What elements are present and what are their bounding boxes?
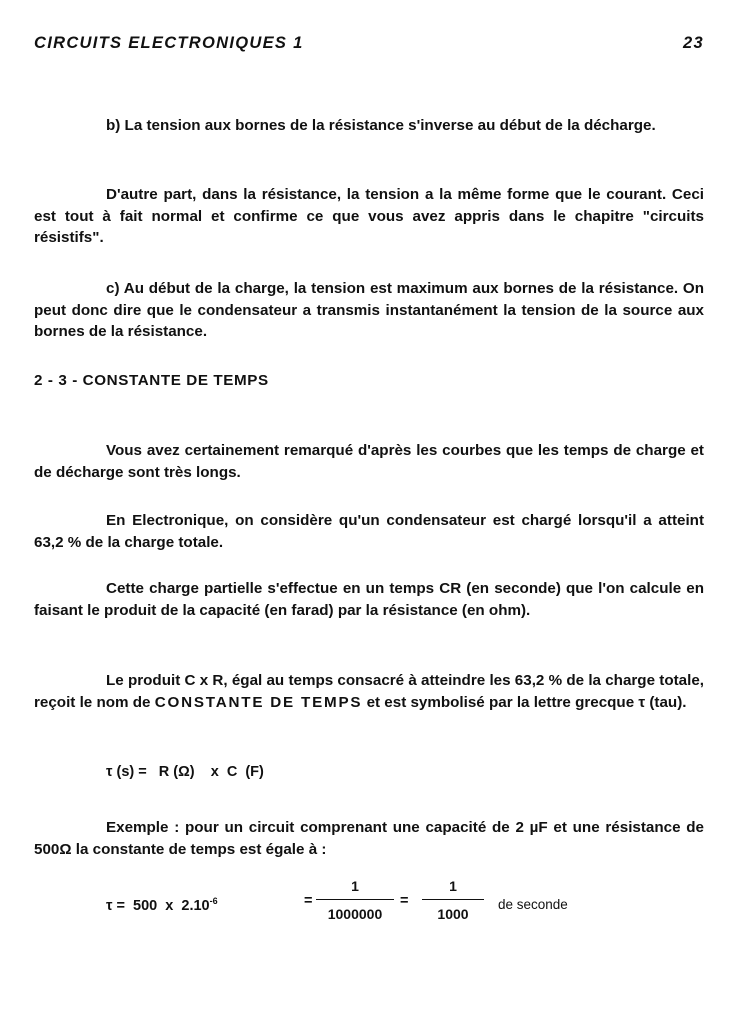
fraction-2-denominator: 1000 — [437, 906, 469, 923]
fraction-bar — [422, 899, 484, 900]
fraction-2-numerator: 1 — [449, 878, 457, 894]
page-header — [34, 33, 704, 55]
paragraph-exemple: Exemple : pour un circuit comprenant une capacité de 2 µF et une résistance de 500Ω la constante de temps est égale à : — [34, 819, 704, 858]
page-number: 23 — [683, 34, 704, 52]
paragraph-c: c) Au début de la charge, la tension est maximum aux bornes de la résistance. On peut donc dire que le condensateur a transmis instantanément la tension de la source aux bornes de la résistance. — [34, 280, 704, 340]
unit-label: de seconde — [498, 897, 568, 912]
paragraph-charge-partielle: Cette charge partielle s'effectue en un temps CR (en seconde) que l'on calcule en faisant le produit de la capacité (en farad) par la résistance (en ohm). — [34, 580, 704, 619]
paragraph-courbes: Vous avez certainement remarqué d'après les courbes que les temps de charge et de décharge sont très longs. — [34, 442, 704, 481]
equals-sign-1: = — [304, 893, 313, 909]
section-heading: 2 - 3 - CONSTANTE DE TEMPS — [34, 372, 269, 389]
fraction-bar — [316, 899, 394, 900]
document-page — [34, 0, 704, 1024]
fraction-2 — [422, 876, 484, 924]
formula-tau-definition: τ (s) = R (Ω) x C (F) — [106, 764, 264, 780]
equals-sign-2: = — [400, 893, 409, 909]
fraction-1 — [316, 876, 394, 924]
formula-lhs: τ = 500 x $2.10^{-6}$ — [106, 896, 218, 914]
running-title: CIRCUITS ELECTRONIQUES 1 — [34, 34, 304, 52]
fraction-1-numerator: 1 — [351, 878, 359, 894]
paragraph-b: b) La tension aux bornes de la résistance s'inverse au début de la décharge. — [106, 117, 656, 134]
exponent: -6 — [209, 896, 218, 906]
paragraph-produit: Le produit C x R, égal au temps consacré à atteindre les 63,2 % de la charge totale, reçoit le nom de CONSTANTE DE TEMPS et est symbolisé par la lettre grecque τ (tau). — [34, 672, 704, 711]
fraction-1-denominator: 1000000 — [327, 906, 383, 923]
paragraph-electronique: En Electronique, on considère qu'un condensateur est chargé lorsqu'il a atteint 63,2 % de la charge totale. — [34, 512, 704, 551]
paragraph-autre-part: D'autre part, dans la résistance, la tension a la même forme que le courant. Ceci est tout à fait normal et confirme ce que vous avez appris dans le chapitre "circuits résistifs". — [34, 186, 704, 246]
term-constante-de-temps: CONSTANTE DE TEMPS — [154, 693, 363, 711]
